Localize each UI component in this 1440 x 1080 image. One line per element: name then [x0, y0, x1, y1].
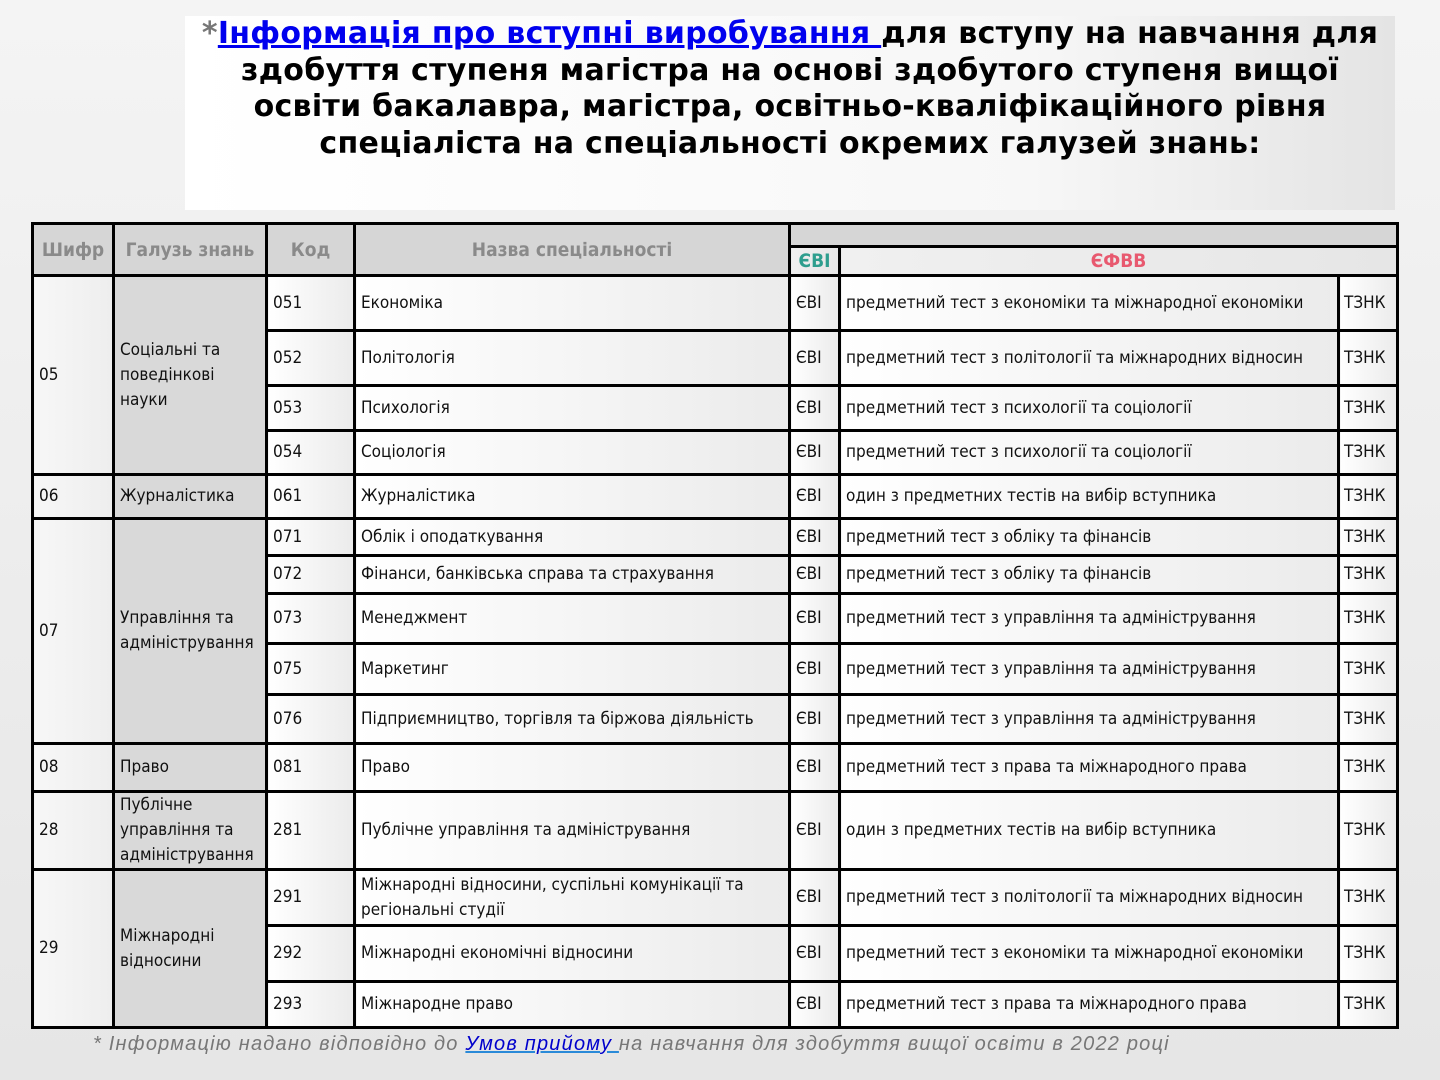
header-efvv: ЄФВВ [840, 247, 1398, 276]
test-cell: предметний тест з права та міжнародного права [840, 982, 1339, 1028]
kod-cell: 072 [267, 556, 355, 594]
tznk-cell: ТЗНК [1339, 744, 1398, 792]
evi-cell: ЄВІ [790, 870, 840, 926]
test-cell: предметний тест з психології та соціології [840, 431, 1339, 475]
footnote-text-end: на навчання для здобуття вищої освіти в 2022 році [618, 1033, 1170, 1055]
nazva-cell: Маркетинг [355, 644, 790, 695]
kod-cell: 281 [267, 792, 355, 870]
table-row [33, 792, 1398, 870]
evi-cell: ЄВІ [790, 926, 840, 982]
evi-cell: ЄВІ [790, 644, 840, 695]
galuz-cell: Міжнародні відносини [114, 870, 267, 1028]
nazva-cell: Підприємництво, торгівля та біржова діяльність [355, 695, 790, 744]
kod-cell: 053 [267, 386, 355, 431]
kod-cell: 054 [267, 431, 355, 475]
tznk-cell: ТЗНК [1339, 695, 1398, 744]
kod-cell: 292 [267, 926, 355, 982]
title-text: для вступу на навчання для здобуття ступеня магістра на основі здобутого ступеня вищої освіти бакалавра, магістра, освітньо-кваліфікаційного рівня спеціаліста на спеціальності окремих галузей знань: [241, 16, 1379, 161]
kod-cell: 071 [267, 519, 355, 556]
evi-cell: ЄВІ [790, 519, 840, 556]
footnote-text: * Інформацію надано відповідно до [93, 1033, 466, 1055]
nazva-cell: Публічне управління та адміністрування [355, 792, 790, 870]
kod-cell: 291 [267, 870, 355, 926]
test-cell: предметний тест з економіки та міжнародної економіки [840, 276, 1339, 331]
asterisk: * [201, 16, 218, 51]
evi-cell: ЄВІ [790, 695, 840, 744]
shifr-cell: 05 [33, 276, 114, 475]
test-cell: один з предметних тестів на вибір вступника [840, 475, 1339, 519]
evi-cell: ЄВІ [790, 744, 840, 792]
kod-cell: 051 [267, 276, 355, 331]
tznk-cell: ТЗНК [1339, 870, 1398, 926]
header-nazva: Назва спеціальності [355, 224, 790, 276]
evi-cell: ЄВІ [790, 331, 840, 386]
nazva-cell: Фінанси, банківська справа та страхування [355, 556, 790, 594]
galuz-cell: Управління та адміністрування [114, 519, 267, 744]
admission-rules-link[interactable]: Умов прийому [465, 1033, 619, 1055]
evi-cell: ЄВІ [790, 792, 840, 870]
table-row [33, 870, 1398, 926]
nazva-cell: Журналістика [355, 475, 790, 519]
galuz-cell: Журналістика [114, 475, 267, 519]
nazva-cell: Право [355, 744, 790, 792]
nazva-cell: Міжнародні економічні відносини [355, 926, 790, 982]
tznk-cell: ТЗНК [1339, 431, 1398, 475]
test-cell: предметний тест з управління та адміністрування [840, 594, 1339, 644]
tznk-cell: ТЗНК [1339, 594, 1398, 644]
galuz-cell: Публічне управління та адміністрування [114, 792, 267, 870]
test-cell: один з предметних тестів на вибір вступника [840, 792, 1339, 870]
kod-cell: 293 [267, 982, 355, 1028]
shifr-cell: 29 [33, 870, 114, 1028]
footnote [93, 1033, 1170, 1056]
test-cell: предметний тест з управління та адміністрування [840, 644, 1339, 695]
entrance-tests-link[interactable]: Інформація про вступні виробування [217, 16, 882, 51]
header-kod: Код [267, 224, 355, 276]
tznk-cell: ТЗНК [1339, 276, 1398, 331]
nazva-cell: Економіка [355, 276, 790, 331]
header-evi: ЄВІ [790, 247, 840, 276]
kod-cell: 075 [267, 644, 355, 695]
nazva-cell: Менеджмент [355, 594, 790, 644]
evi-cell: ЄВІ [790, 475, 840, 519]
shifr-cell: 07 [33, 519, 114, 744]
tznk-cell: ТЗНК [1339, 475, 1398, 519]
tznk-cell: ТЗНК [1339, 982, 1398, 1028]
nazva-cell: Міжнародні відносини, суспільні комунікації та регіональні студії [355, 870, 790, 926]
table-row [33, 519, 1398, 556]
evi-cell: ЄВІ [790, 386, 840, 431]
kod-cell: 052 [267, 331, 355, 386]
test-cell: предметний тест з обліку та фінансів [840, 556, 1339, 594]
tznk-cell: ТЗНК [1339, 556, 1398, 594]
shifr-cell: 06 [33, 475, 114, 519]
header-galuz: Галузь знань [114, 224, 267, 276]
galuz-cell: Соціальні та поведінкові науки [114, 276, 267, 475]
evi-cell: ЄВІ [790, 276, 840, 331]
test-cell: предметний тест з психології та соціології [840, 386, 1339, 431]
kod-cell: 073 [267, 594, 355, 644]
test-cell: предметний тест з обліку та фінансів [840, 519, 1339, 556]
tznk-cell: ТЗНК [1339, 644, 1398, 695]
test-cell: предметний тест з політології та міжнародних відносин [840, 331, 1339, 386]
page-title [185, 16, 1395, 210]
shifr-cell: 28 [33, 792, 114, 870]
table-row [33, 276, 1398, 331]
nazva-cell: Соціологія [355, 431, 790, 475]
tznk-cell: ТЗНК [1339, 331, 1398, 386]
kod-cell: 076 [267, 695, 355, 744]
tznk-cell: ТЗНК [1339, 519, 1398, 556]
evi-cell: ЄВІ [790, 556, 840, 594]
table-row [33, 744, 1398, 792]
kod-cell: 061 [267, 475, 355, 519]
evi-cell: ЄВІ [790, 594, 840, 644]
tznk-cell: ТЗНК [1339, 386, 1398, 431]
tznk-cell: ТЗНК [1339, 792, 1398, 870]
nazva-cell: Облік і оподаткування [355, 519, 790, 556]
nazva-cell: Політологія [355, 331, 790, 386]
test-cell: предметний тест з економіки та міжнародної економіки [840, 926, 1339, 982]
header-exams [790, 224, 1398, 247]
tznk-cell: ТЗНК [1339, 926, 1398, 982]
specialties-table [31, 222, 1399, 1029]
test-cell: предметний тест з політології та міжнародних відносин [840, 870, 1339, 926]
test-cell: предметний тест з управління та адміністрування [840, 695, 1339, 744]
evi-cell: ЄВІ [790, 431, 840, 475]
nazva-cell: Психологія [355, 386, 790, 431]
test-cell: предметний тест з права та міжнародного права [840, 744, 1339, 792]
shifr-cell: 08 [33, 744, 114, 792]
header-shifr: Шифр [33, 224, 114, 276]
kod-cell: 081 [267, 744, 355, 792]
table-row [33, 475, 1398, 519]
nazva-cell: Міжнародне право [355, 982, 790, 1028]
galuz-cell: Право [114, 744, 267, 792]
evi-cell: ЄВІ [790, 982, 840, 1028]
